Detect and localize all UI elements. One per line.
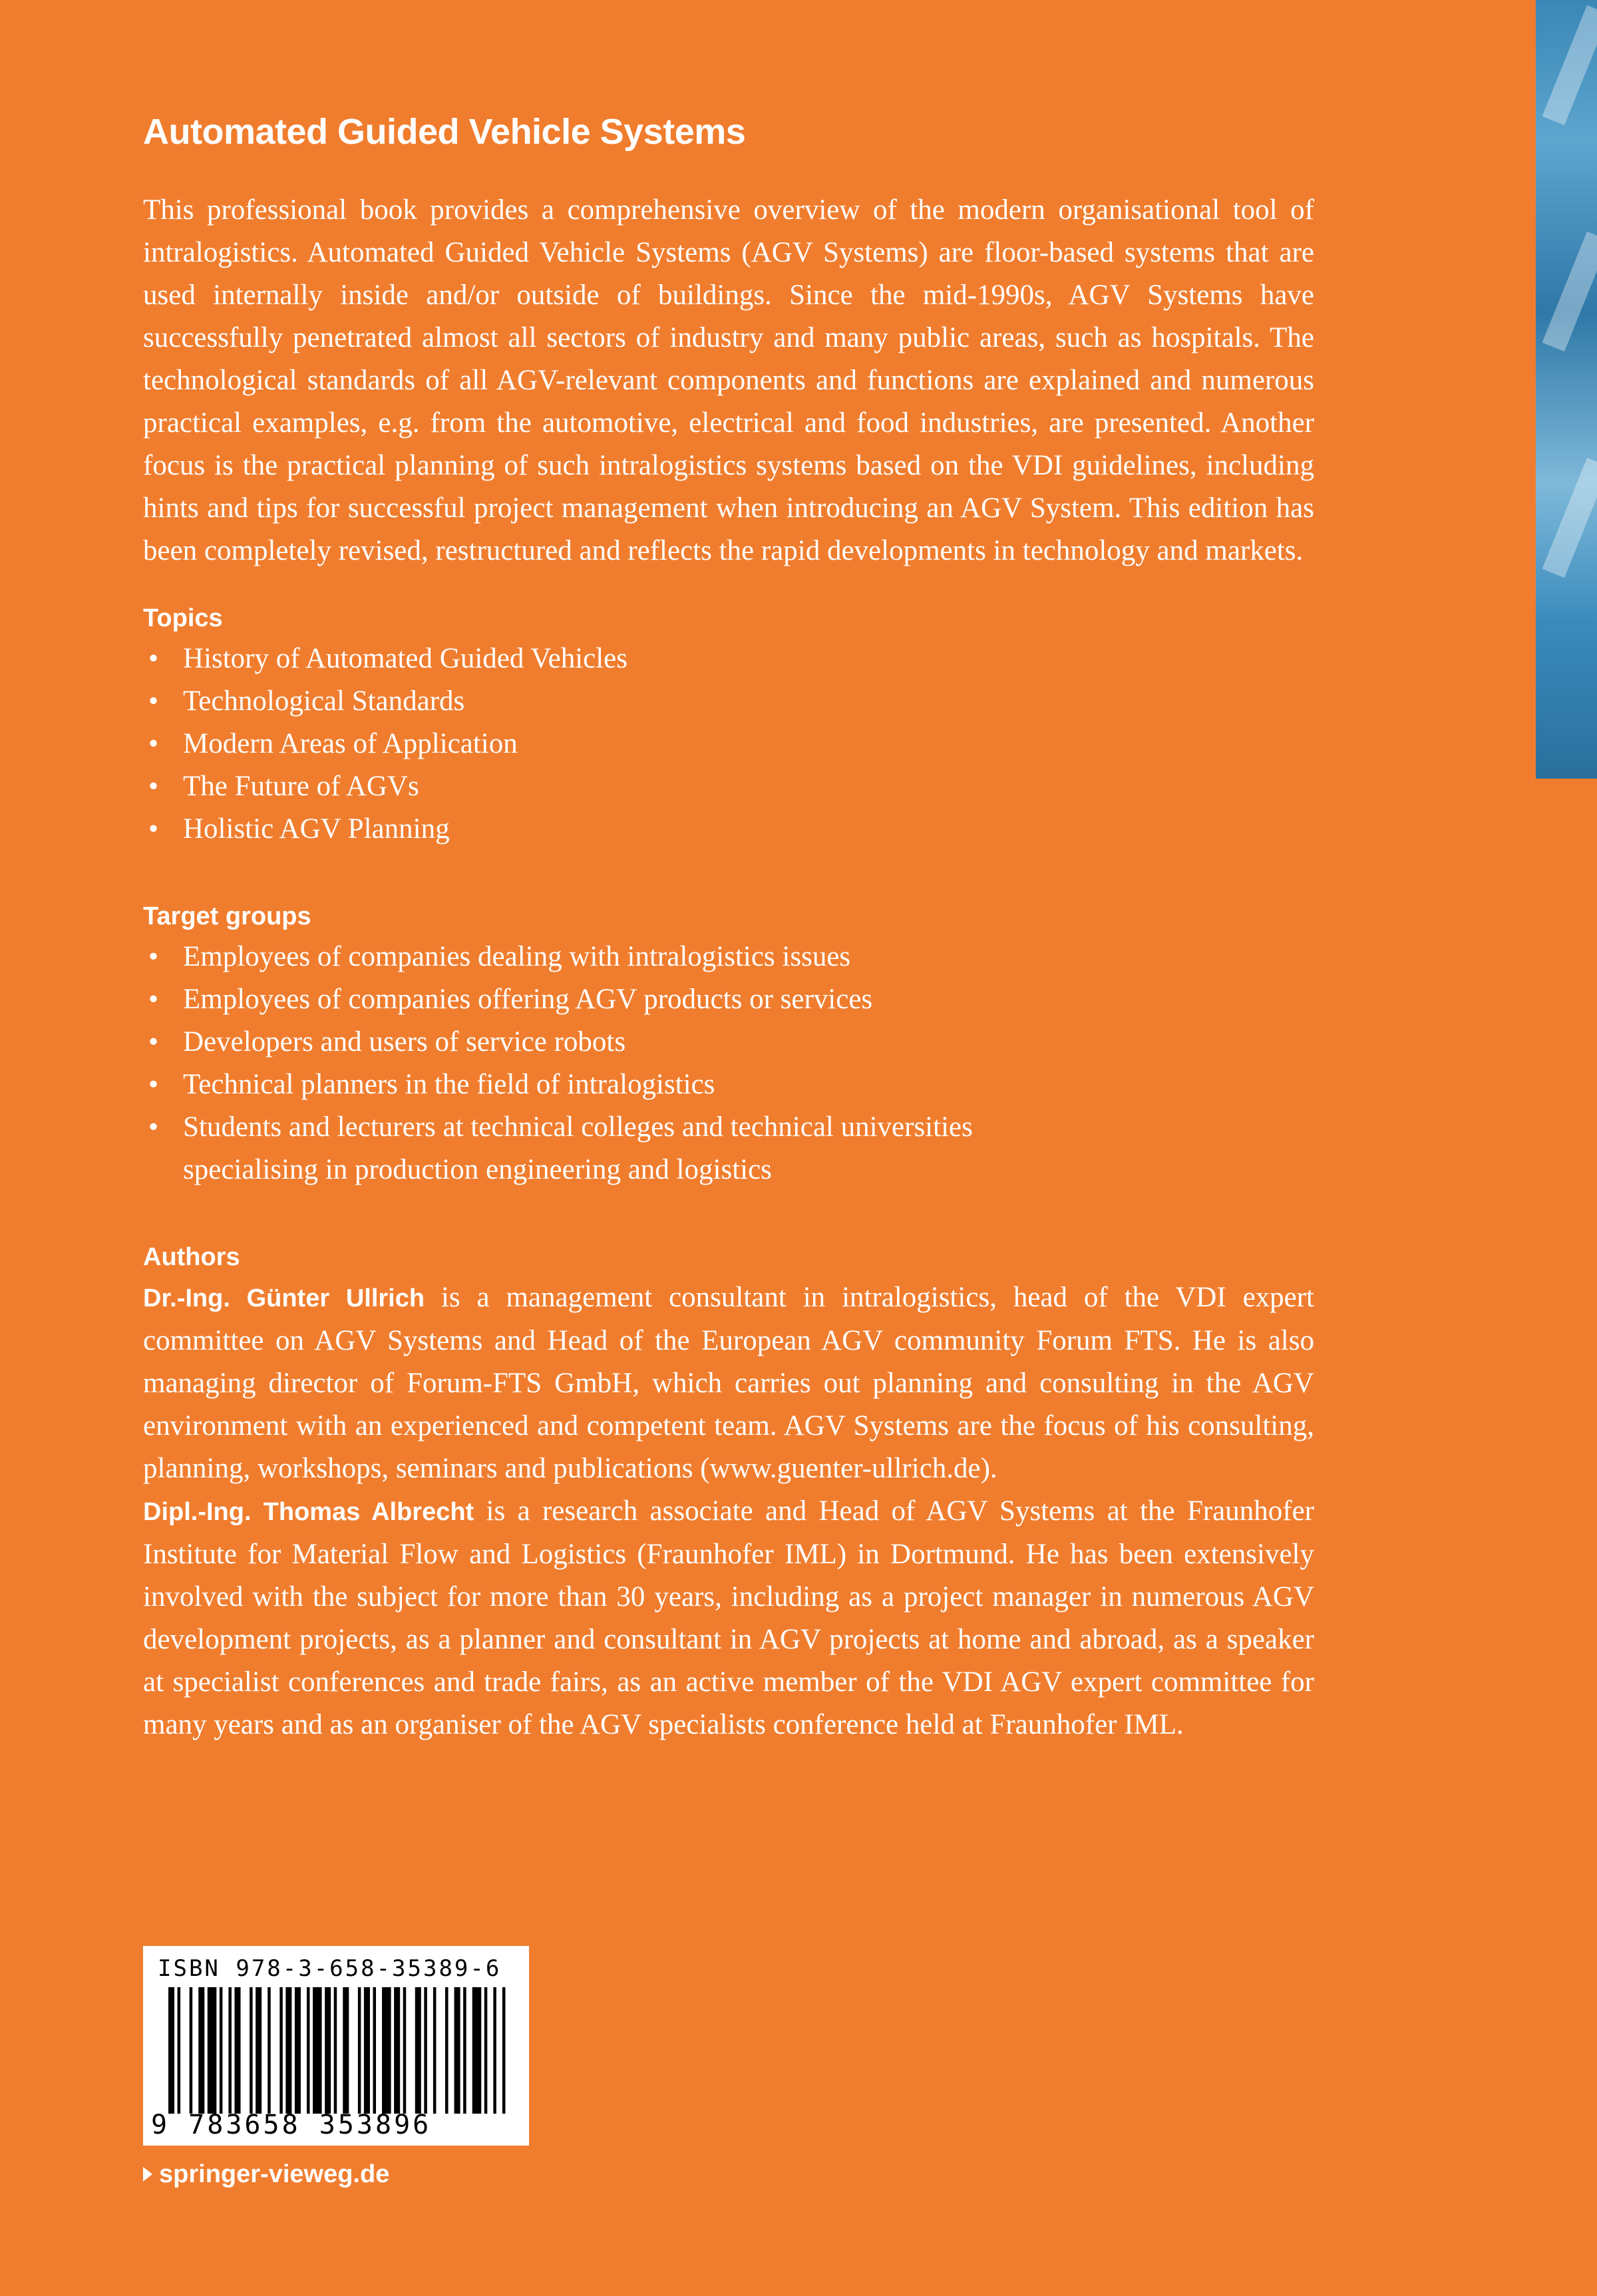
bullet-icon: • — [148, 1111, 159, 1143]
bullet-icon: • — [148, 984, 159, 1015]
list-item: • Students and lecturers at technical colleges and technical universities specialising in production engineering and logistics — [143, 1106, 1314, 1191]
strip-highlight — [1542, 232, 1597, 351]
list-item: • Modern Areas of Application — [143, 723, 1314, 765]
publisher-url: springer-vieweg.de — [159, 2160, 390, 2188]
barcode-bar — [198, 1987, 204, 2114]
barcode-bar — [208, 1987, 217, 2114]
list-item: • History of Automated Guided Vehicles — [143, 638, 1314, 680]
strip-highlight — [1542, 458, 1597, 578]
bullet-icon: • — [148, 643, 159, 674]
target-groups-heading: Target groups — [143, 902, 311, 930]
barcode-bar — [228, 1987, 232, 2114]
barcode-bar — [234, 1987, 240, 2114]
book-title: Automated Guided Vehicle Systems — [143, 112, 746, 152]
author-name: Dr.-Ing. Günter Ullrich — [143, 1284, 425, 1312]
barcode-bar — [313, 1987, 322, 2114]
barcode-bar — [502, 1987, 506, 2114]
author-bio: is a research associate and Head of AGV Systems at the Fraunhofer Institute for Material Flow and Logistics (Fraunhofer IML) in Dortmund. He has been extensively involved with the subject for more than 30 years, including as a project manager in numerous AGV development projects, as a planner and consultant in AGV projects at home and abroad, as a speaker at specialist conferences and trade fairs, as an active member of the VDI AGV expert committee for many years and as an organiser of the AGV specialists conference held at Fraunhofer IML. — [143, 1495, 1314, 1740]
isbn-barcode-box — [143, 1946, 529, 2146]
barcode-digits: 9 783658 353896 — [151, 2110, 432, 2140]
barcode-bar — [415, 1987, 421, 2114]
list-item: • Employees of companies offering AGV products or services — [143, 978, 1314, 1021]
authors-heading: Authors — [143, 1243, 240, 1271]
barcode-bar — [250, 1987, 253, 2114]
barcode-bar — [463, 1987, 466, 2114]
list-item: • Employees of companies dealing with intralogistics issues — [143, 936, 1314, 978]
barcode-bar — [295, 1987, 301, 2114]
barcode-bar — [373, 1987, 376, 2114]
bullet-icon: • — [148, 771, 159, 802]
topics-heading: Topics — [143, 604, 223, 632]
barcode-bar — [279, 1987, 283, 2114]
barcode-bar — [334, 1987, 337, 2114]
barcode-bar — [325, 1987, 331, 2114]
barcode-bar — [403, 1987, 407, 2114]
author-bio: is a management consultant in intralogistics, head of the VDI expert committee on AGV Systems and Head of the European AGV community Forum FTS. He is also managing director of Forum-FTS GmbH, which carries out planning and consulting in the AGV environment with an experienced and competent team. AGV Systems are the focus of his consulting, planning, workshops, seminars and publications (www.guenter-ullrich.de). — [143, 1282, 1315, 1484]
barcode-bar — [256, 1987, 262, 2114]
barcode-bar — [285, 1987, 291, 2114]
strip-highlight — [1542, 5, 1597, 125]
barcode — [168, 1987, 514, 2114]
bullet-icon: • — [148, 1069, 159, 1100]
author-paragraph — [143, 1276, 1314, 1490]
bullet-icon: • — [148, 685, 159, 717]
publisher-link[interactable] — [143, 2156, 389, 2192]
bullet-icon: • — [148, 941, 159, 972]
barcode-bar — [358, 1987, 361, 2114]
list-item: • Technological Standards — [143, 680, 1314, 723]
arrow-right-icon — [143, 2167, 152, 2182]
book-blurb: This professional book provides a comprehensive overview of the modern organisational tool of intralogistics. Automated Guided Vehicle Systems (AGV Systems) are floor-based systems that are used internally inside and/or outside of buildings. Since the mid-1990s, AGV Systems have successfully penetrated almost all sectors of industry and many public areas, such as hospitals. The technological standards of all AGV-relevant components and functions are explained and numerous practical examples, e.g. from the automotive, electrical and food industries, are presented. Another focus is the practical planning of such intralogistics systems based on the VDI guidelines, including hints and tips for successful project management when introducing an AGV System. This edition has been completely revised, restructured and reflects the rapid developments in technology and markets. — [143, 194, 1314, 566]
barcode-bar — [445, 1987, 448, 2114]
bullet-icon: • — [148, 813, 159, 845]
isbn-label: ISBN 978-3-658-35389-6 — [158, 1955, 502, 1982]
barcode-bar — [424, 1987, 427, 2114]
barcode-bar — [433, 1987, 437, 2114]
barcode-bar — [382, 1987, 391, 2114]
list-item: • Technical planners in the field of intralogistics — [143, 1063, 1314, 1106]
barcode-bar — [394, 1987, 400, 2114]
list-item: • Developers and users of service robots — [143, 1021, 1314, 1063]
bullet-icon: • — [148, 728, 159, 759]
list-item: • The Future of AGVs — [143, 765, 1314, 808]
barcode-bar — [454, 1987, 460, 2114]
barcode-bar — [493, 1987, 496, 2114]
barcode-bar — [168, 1987, 174, 2114]
barcode-bar — [220, 1987, 223, 2114]
barcode-bar — [190, 1987, 193, 2114]
list-item: • Holistic AGV Planning — [143, 808, 1314, 851]
barcode-bar — [307, 1987, 310, 2114]
back-cover-text — [143, 106, 1314, 1746]
barcode-bar — [267, 1987, 271, 2114]
target-groups-list — [143, 936, 1314, 1191]
cover-image-strip — [1536, 0, 1597, 779]
authors-section — [143, 1276, 1314, 1746]
author-paragraph — [143, 1490, 1314, 1746]
barcode-bar — [472, 1987, 482, 2114]
barcode-bar — [178, 1987, 181, 2114]
author-name: Dipl.-Ing. Thomas Albrecht — [143, 1498, 474, 1526]
barcode-bar — [484, 1987, 488, 2114]
topics-list — [143, 638, 1314, 851]
barcode-bar — [364, 1987, 370, 2114]
bullet-icon: • — [148, 1026, 159, 1057]
barcode-bar — [343, 1987, 349, 2114]
